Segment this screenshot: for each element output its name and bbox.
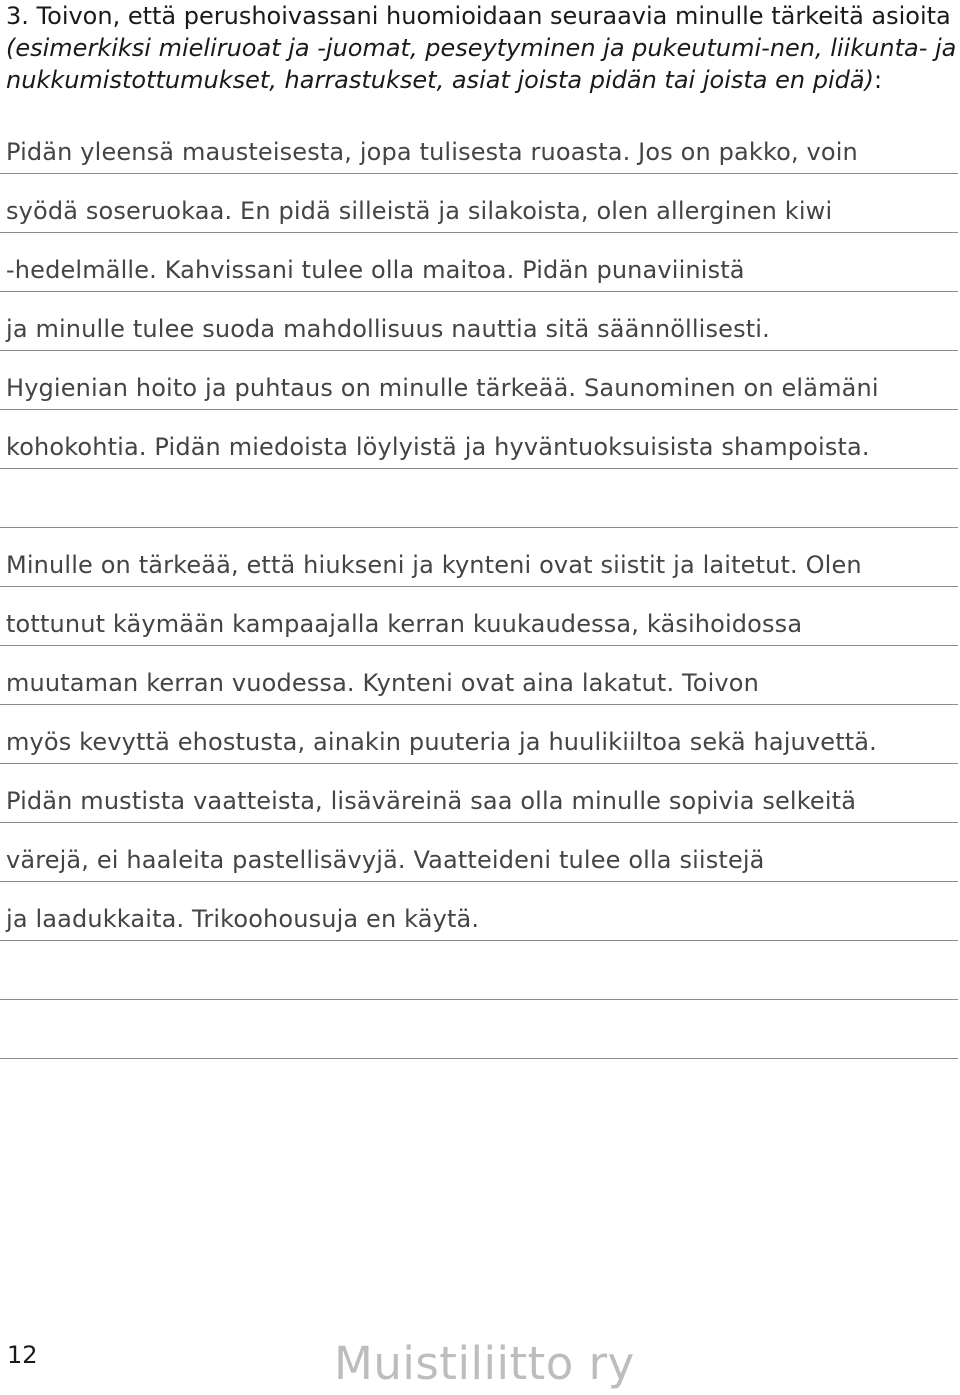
answer-line: [0, 293, 958, 351]
answer-line: [0, 234, 958, 292]
answer-line: [0, 116, 958, 174]
answer-line: [0, 883, 958, 941]
answer-line-text: tottunut käymään kampaajalla kerran kuukaudessa, käsihoidossa: [6, 610, 803, 638]
answer-line-text: Hygienian hoito ja puhtaus on minulle tärkeää. Saunominen on elämäni: [6, 374, 879, 402]
answer-line-text: -hedelmälle. Kahvissani tulee olla maitoa. Pidän punaviinistä: [6, 256, 745, 284]
answer-line: [0, 588, 958, 646]
answer-line-text: kohokohtia. Pidän miedoista löylyistä ja hyväntuoksuisista shampoista.: [6, 433, 870, 461]
answer-line-text: Pidän mustista vaatteista, lisäväreinä saa olla minulle sopivia selkeitä: [6, 787, 857, 815]
answer-line-text: myös kevyttä ehostusta, ainakin puuteria ja huulikiiltoa sekä hajuvettä.: [6, 728, 877, 756]
answer-line: [0, 1001, 958, 1059]
page-number: 12: [7, 1341, 38, 1369]
answer-line-text: Pidän yleensä mausteisesta, jopa tulisesta ruoasta. Jos on pakko, voin: [6, 138, 858, 166]
answer-line-text: muutaman kerran vuodessa. Kynteni ovat aina lakatut. Toivon: [6, 669, 759, 697]
question-number: 3.: [6, 2, 29, 30]
answer-line: [0, 470, 958, 528]
answer-line: [0, 824, 958, 882]
answer-line: [0, 352, 958, 410]
answer-line: [0, 175, 958, 233]
answer-line-text: syödä soseruokaa. En pidä silleistä ja silakoista, olen allerginen kiwi: [6, 197, 833, 225]
answer-line: [0, 942, 958, 1000]
question-colon: :: [873, 66, 883, 94]
brand-logo-text: Muistiliitto ry: [334, 1337, 635, 1390]
answer-line: [0, 706, 958, 764]
answer-line: [0, 529, 958, 587]
answer-line: [0, 647, 958, 705]
answer-line-text: ja minulle tulee suoda mahdollisuus nauttia sitä säännöllisesti.: [6, 315, 770, 343]
answer-line-text: ja laadukkaita. Trikoohousuja en käytä.: [6, 905, 480, 933]
question-intro: Toivon, että perushoivassani huomioidaan seuraavia minulle tärkeitä asioita: [36, 2, 951, 30]
answer-line: [0, 411, 958, 469]
answer-line-text: Minulle on tärkeää, että hiukseni ja kynteni ovat siistit ja laitetut. Olen: [6, 551, 862, 579]
answer-line: [0, 765, 958, 823]
answer-line-text: värejä, ei haaleita pastellisävyjä. Vaatteideni tulee olla siistejä: [6, 846, 765, 874]
question-examples: (esimerkiksi mieliruoat ja -juomat, peseytyminen ja pukeutumi-nen, liikunta- ja nukkumistottumukset, harrastukset, asiat joista pidän tai joista en pidä): [6, 34, 957, 94]
